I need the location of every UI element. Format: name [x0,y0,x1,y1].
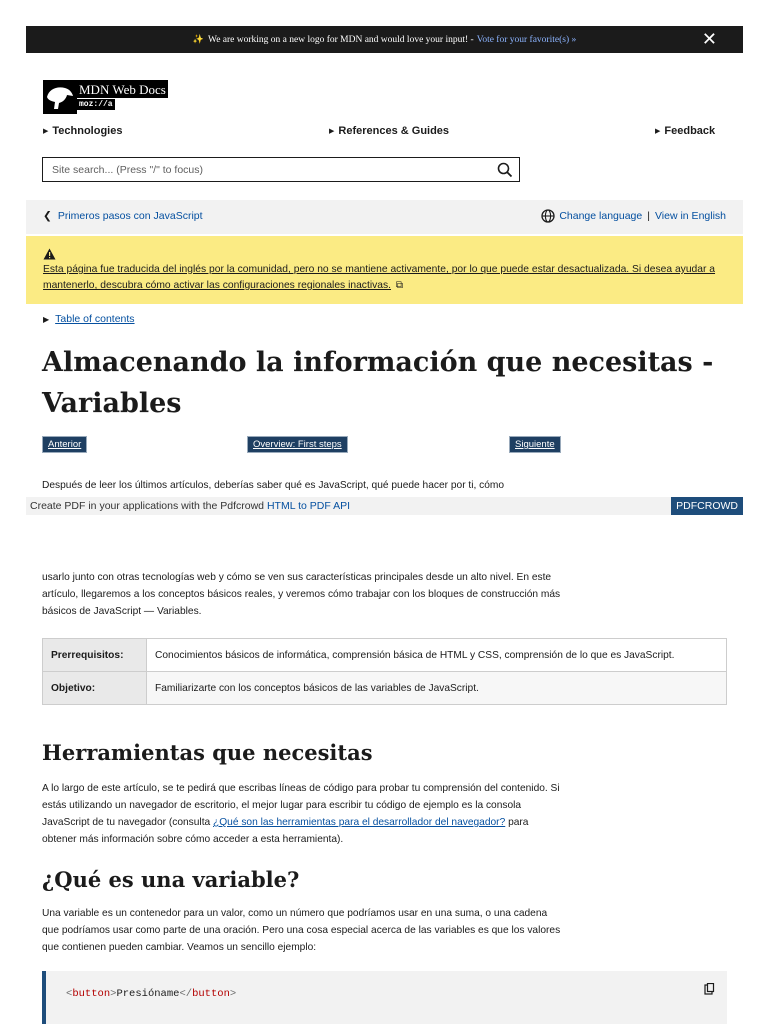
sparkle-icon: ✨ [192,34,204,44]
notice-link[interactable]: Esta página fue traducida del inglés por la comunidad, pero no se mantiene activamente, por lo que puede estar desactualizada. Si desea ayudar a mantenerlo, descubra cómo activar las configuraciones regionales inactivas. [43,264,716,291]
banner-message: We are working on a new logo for MDN and would love your input! - [207,34,474,45]
overview-button[interactable]: Overview: First steps [247,436,348,453]
pdfcrowd-text: Create PDF in your applications with the Pdfcrowd [30,500,265,512]
table-header-cell: Prerrequisitos: [43,639,147,672]
nav-references-guides[interactable]: ▶ References & Guides [329,125,450,137]
table-row [43,639,727,672]
pdfcrowd-button[interactable]: PDFCROWD [671,497,743,515]
devtools-link[interactable]: ¿Qué son las herramientas para el desarrollador del navegador? [213,817,506,828]
translation-notice [26,236,743,304]
view-in-english-link[interactable]: View in English [654,210,726,222]
external-link-icon: ⧉ [395,280,404,291]
announcement-banner [26,26,743,53]
warning-icon [43,248,726,262]
variable-paragraph: Una variable es un contenedor para un valor, como un número que podríamos usar en una suma, o una cadena que podríamos usar como parte de una oración. Pero una cosa especial acerca de las variables es que los valores que contienen pueden cambiar. Veamos un sencillo ejemplo: [42,908,561,953]
table-cell: Familiarizarte con los conceptos básicos de las variables de JavaScript. [147,672,727,705]
page-title: Almacenando la información que necesitas - Variables [42,347,714,419]
breadcrumb-back-link[interactable]: ❮ Primeros pasos con JavaScript [43,210,203,222]
pdfcrowd-link[interactable]: HTML to PDF API [266,500,350,512]
section-heading-tools: Herramientas que necesitas [42,740,373,765]
separator: | [647,210,650,222]
close-icon[interactable]: ✕ [701,29,717,49]
section-heading-variable: ¿Qué es una variable? [42,867,300,892]
site-search [42,157,520,182]
previous-button[interactable]: Anterior [42,436,87,453]
chevron-left-icon: ❮ [43,210,52,222]
globe-icon [541,209,555,223]
intro-paragraph-start: Después de leer los últimos artículos, deberías saber qué es JavaScript, qué puede hacer por ti, cómo [42,480,505,491]
breadcrumb-bar [26,200,743,234]
triangle-right-icon: ▶ [43,315,50,324]
next-button[interactable]: Siguiente [509,436,561,453]
mdn-logo[interactable] [43,80,177,114]
search-icon[interactable] [497,162,513,181]
search-input[interactable] [43,158,492,181]
table-cell: Conocimientos básicos de informática, comprensión básica de HTML y CSS, comprensión de lo que es JavaScript. [147,639,727,672]
nav-technologies[interactable]: ▶ Technologies [43,125,123,137]
copy-icon[interactable] [704,983,715,998]
banner-vote-link[interactable]: Vote for your favorite(s) » [476,34,577,45]
code-line: <button>Presióname</button> [66,988,237,1000]
code-example [42,971,727,1024]
tools-paragraph: A lo largo de este artículo, se te pedirá que escribas líneas de código para probar tu comprensión del contenido. Si estás utilizando un navegador de escritorio, el mejor lugar para escribir tu código de ejemplo es la consola JavaScript de tu navegador (consulta ¿Qué son las herramientas para el desarrollador del navegador? para obtener más información sobre cómo acceder a esta herramienta). [42,783,560,845]
triangle-right-icon: ▶ [329,128,335,135]
triangle-right-icon: ▶ [43,128,49,135]
main-nav [43,125,718,139]
table-of-contents [43,313,135,325]
change-language-button[interactable]: Change language [559,210,643,222]
logo-name: MDN Web Docs [79,82,166,97]
dino-logo-icon [43,80,77,114]
intro-paragraph-end: usarlo junto con otras tecnologías web y cómo se ven sus características principales desde un alto nivel. En este artículo, llegaremos a los conceptos básicos reales, y veremos cómo trabajar con los bloques de construcción más básicos de JavaScript — Variables. [42,572,561,617]
triangle-right-icon: ▶ [655,128,661,135]
logo-mozilla: moz://a [77,99,115,110]
nav-feedback[interactable]: ▶ Feedback [655,125,716,137]
toc-link[interactable]: Table of contents [55,313,135,325]
table-row [43,672,727,705]
pdfcrowd-bar [26,497,743,515]
requirements-table [42,638,727,705]
table-header-cell: Objetivo: [43,672,147,705]
language-switcher [541,209,726,223]
